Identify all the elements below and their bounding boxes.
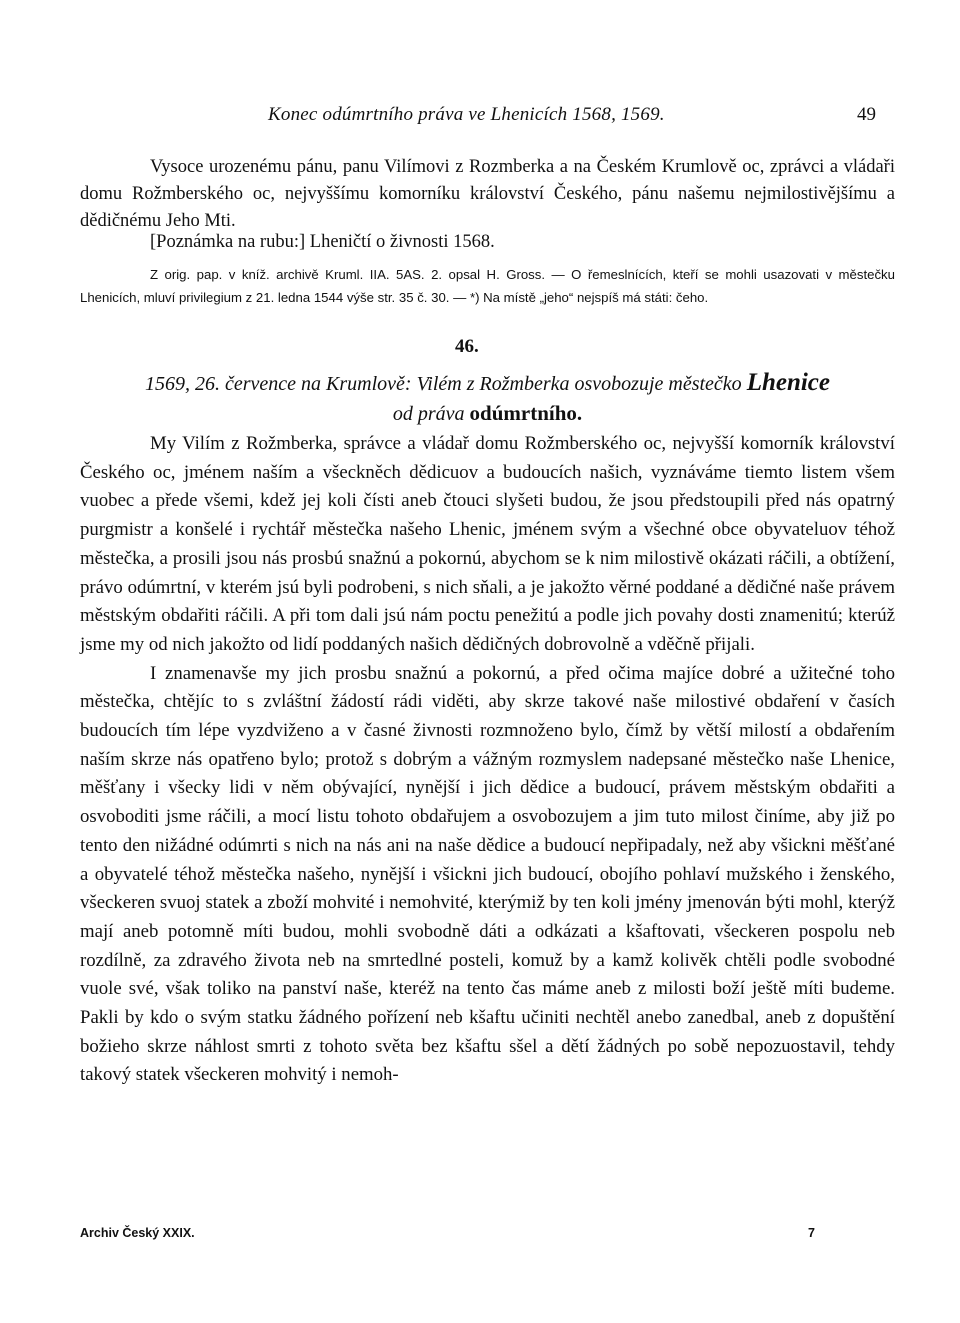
page-footer bbox=[0, 1226, 960, 1248]
heading-date: 1569, 26. července na Krumlově: bbox=[144, 373, 412, 395]
previous-document-note: [Poznámka na rubu:] Lheničtí o živnosti 1568. bbox=[150, 232, 495, 252]
document-heading bbox=[80, 368, 895, 429]
heading-text: Vilém z Rožmberka osvobozuje městečko bbox=[416, 373, 742, 395]
footer-sheet-number: 7 bbox=[808, 1226, 815, 1240]
running-head bbox=[0, 104, 960, 134]
running-title: Konec odúmrtního práva ve Lhenicích 1568, 1569. bbox=[268, 104, 665, 125]
document-body bbox=[80, 430, 895, 1090]
footer-signature: Archiv Český XXIX. bbox=[80, 1226, 195, 1240]
page-number: 49 bbox=[857, 104, 876, 125]
previous-document-address: Vysoce urozenému pánu, panu Vilímovi z Rozmberka a na Českém Krumlově oc, zprávci a vládaři domu Rožmberského oc, nejvyššímu komorníku království Českého, pánu našemu nejmilostivějšímu a dědičnému Jeho Mti. bbox=[80, 157, 895, 231]
body-paragraph: I znamenavše my jich prosbu snažnú a pokornú, a před očima majíce dobré a užitečné toho městečka, chtějíc to s zvláštní žádostí rádi viděti, aby skrze takové naše milostivé obdaření v časích budoucích tím lépe vyzdviženo a v časné živnosti rozmnoženo bylo, čímž by větší milostí a obdařením naším skrze nás opatřeno bylo; protož s dobrým a vážným rozmyslem nadepsané městečko naše Lhenice, měšťany i všecky lidi v něm obývající, nynější i jich dědice a budoucí, právem městským obdařiti a osvoboditi jsme ráčili, a mocí listu tohoto obdařujem a osvobozujem a jim tuto milost činíme, aby již po tento den nižádné odúmrti s nich na nás ani na naše dědice a budoucí nepřipadaly, než aby všickni měšťané a obyvatelé téhož městečka našeho, nynější i všickni jich budoucí, obojího pohlaví mužského i ženského, všeckeren svuoj statek a zboží mohvité i nemohvité, kterýmiž by ten koli jmény jmenován býti mohl, kterýž mají aneb potomně míti budou, mohli svobodně dáti a odkázati a kšaftovati, všeckeren pospolu neb rozdílně, za zdravého života neb na smrtedlné posteli, komuž by a kamž kolivěk chtěli podle svobodné vuole své, však toliko na panství naše, kteréž na tento čas máme aneb z milosti boží ještě míti budeme. Pakli by kdo o svým statku žádného pořízení neb kšaftu učiniti nechtěl anebo zanedbal, aneb z dopuštění božieho skrze náhlost smrti z tohoto světa bez kšaftu sšel a dětí žádných po sobě nepozuostavil, tehdy takový statek všeckeren mohvitý i nemoh- bbox=[80, 662, 895, 1086]
heading-place: Lhenice bbox=[746, 369, 831, 396]
document-number: 46. bbox=[455, 336, 479, 357]
previous-document-source: Z orig. pap. v kníž. archivě Kruml. IIA. 5AS. 2. opsal H. Gross. — O řemeslnících, kteří se mohli usazovati v městečku Lhenicích, mluví privilegium z 21. ledna 1544 výše str. 35 č. 30. — *) Na místě „jeho“ nejspíš má státi: čeho. bbox=[80, 267, 895, 305]
heading-right: odúmrtního. bbox=[469, 401, 583, 425]
body-paragraph: My Vilím z Rožmberka, správce a vládař domu Rožmberského oc, nejvyšší komorník království Českého oc, jménem naším a všeckněch dědicuov a budoucích našich, vyznáváme tiemto listem všem vuobec a přede všemi, kdež jej koli čísti aneb čtouci slyšeti budou, že jsou předstoupili před nás opatrný purgmistr a konšelé i rychtář městečka našeho Lhenic, jménem svým a všechné obce obyvateluov téhož městečka, a prosili jsou nás prosbú snažnú a pokornú, abychom se k nim milostivě okázati ráčili, a obtížení, právo odúmrtní, v kterém jsú byli podrobeni, s nich sňali, a je jakožto věrné poddané a dědičné naše právem městským obdařiti ráčili. A při tom dali jsú nám poctu penežitú a podle jich povahy dosti znamenitú; kterúž jsme my od nich jakožto od lidí poddaných našich dědičných dobrovolně a vděčně přijali. bbox=[80, 433, 895, 655]
heading-from: od práva bbox=[392, 403, 465, 425]
